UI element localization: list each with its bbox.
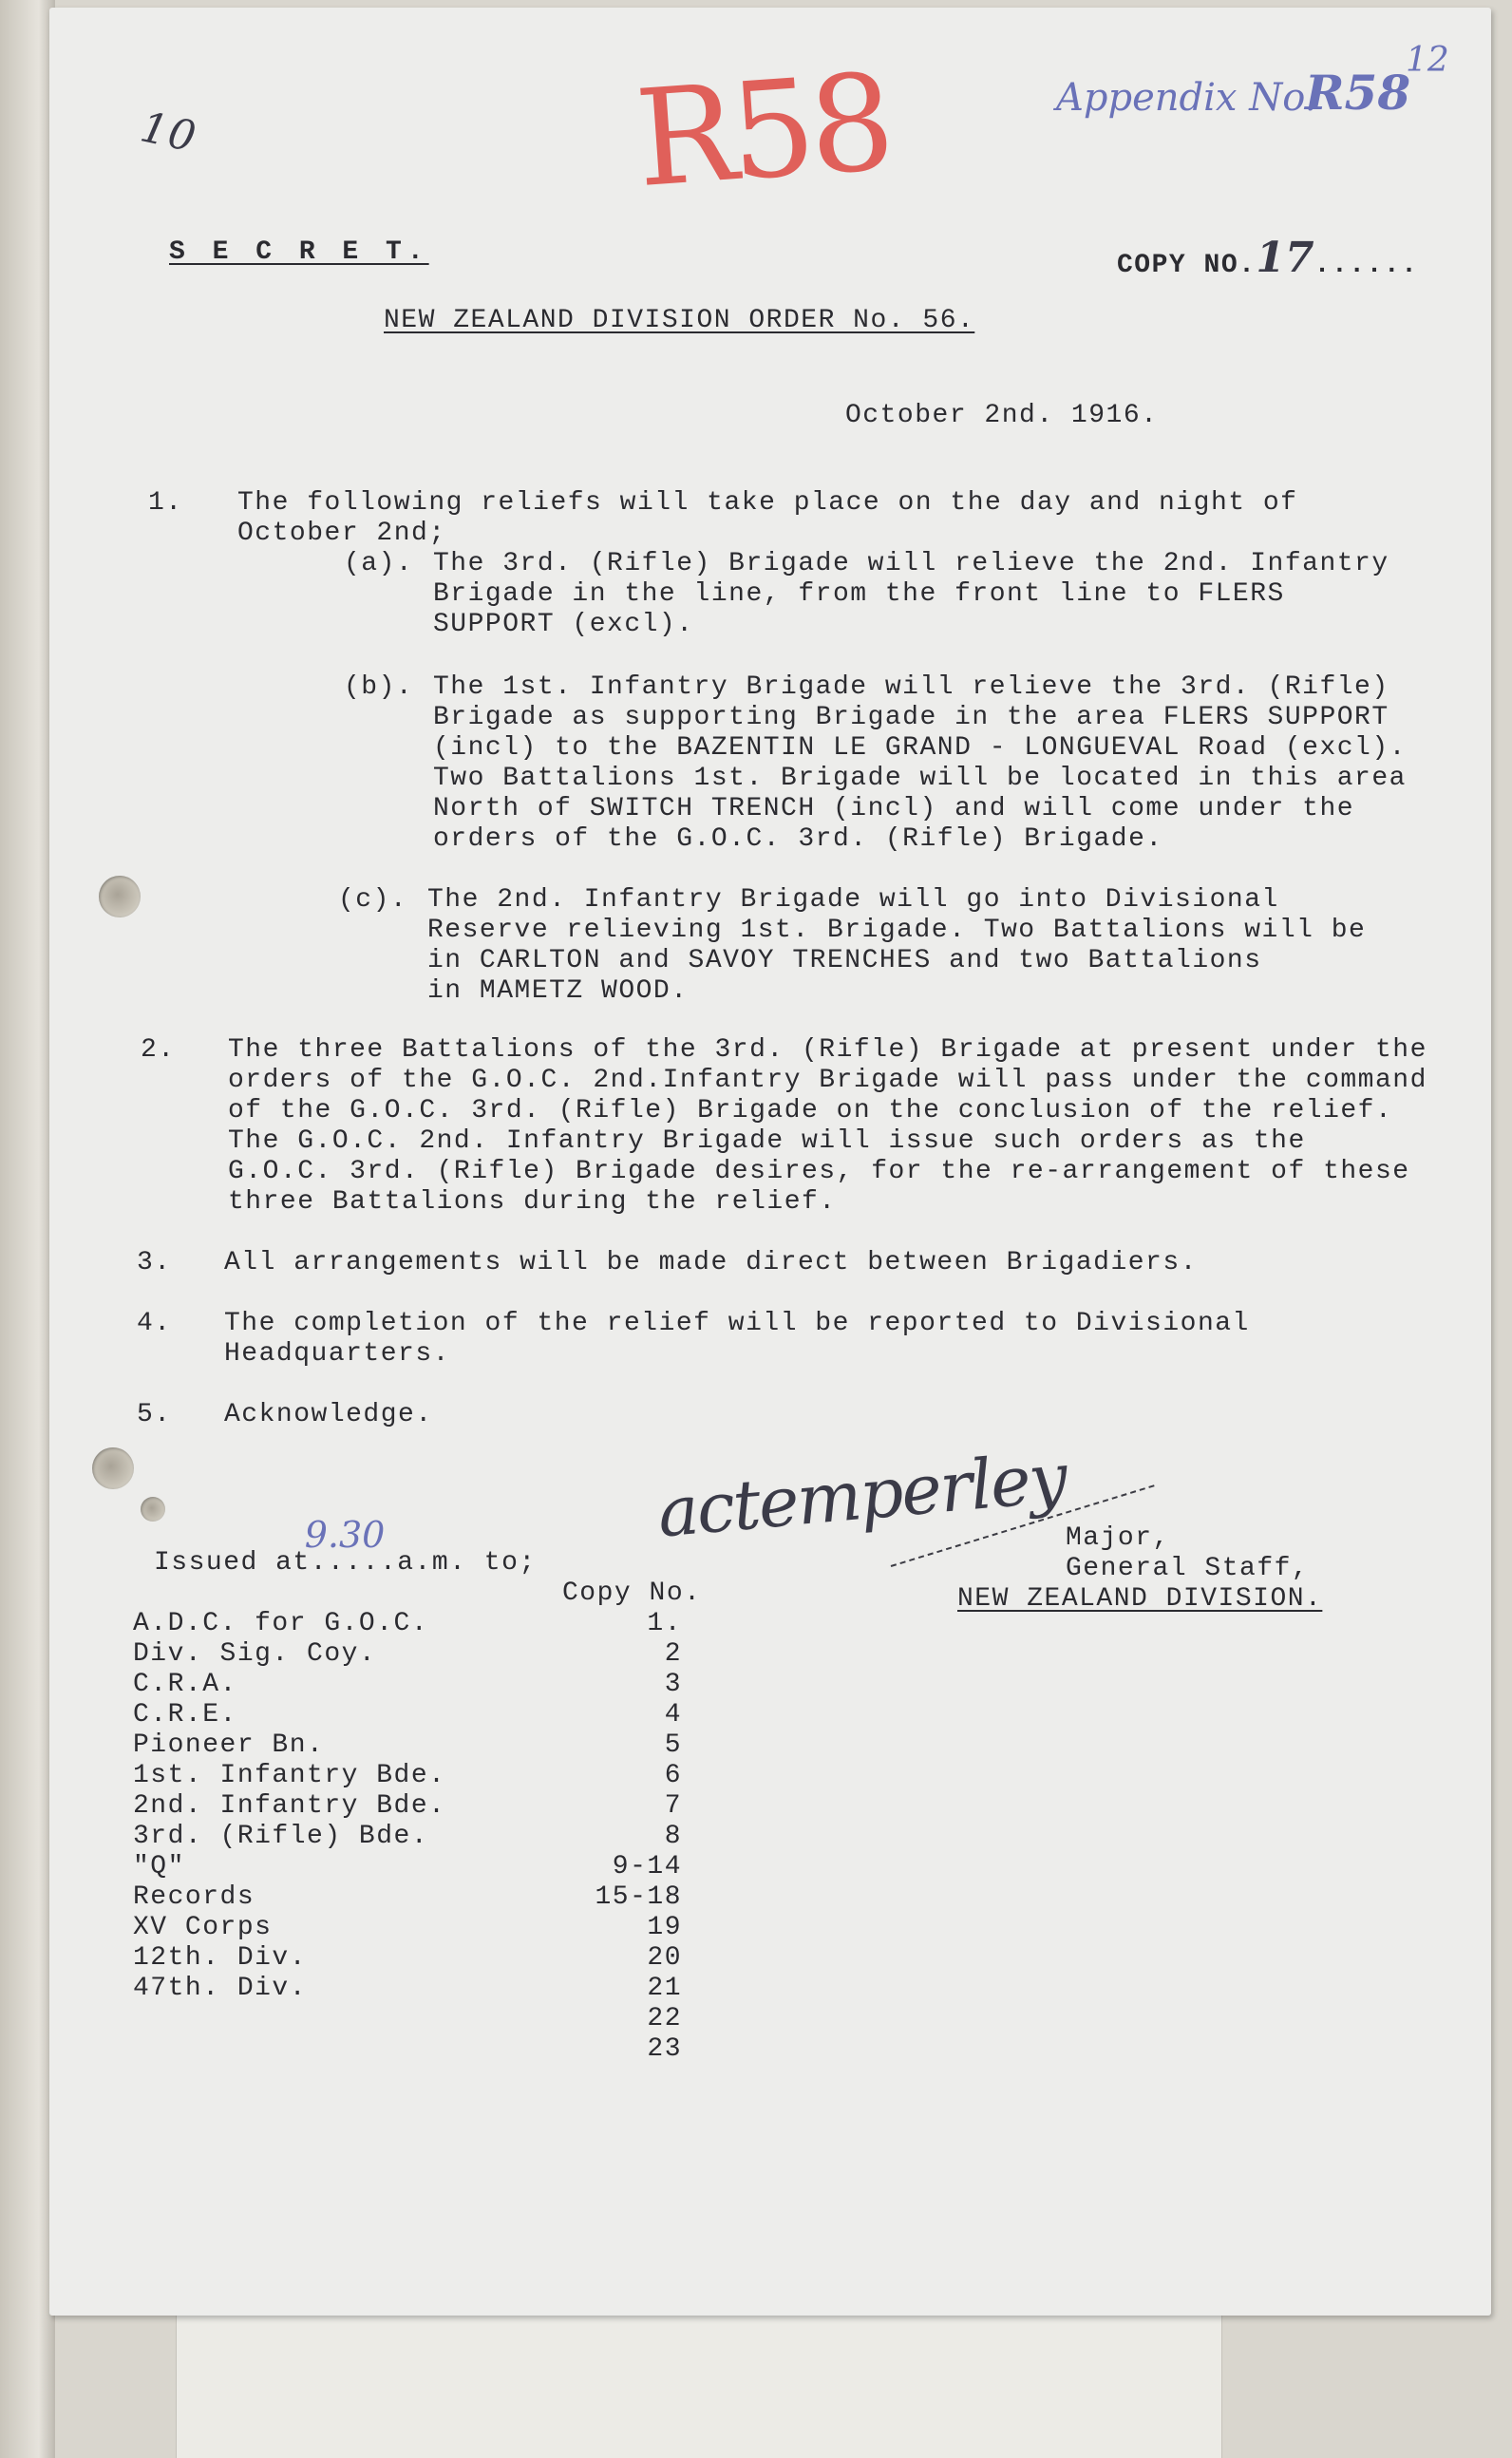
distribution-recipient: Pioneer Bn. <box>133 1730 325 1760</box>
distribution-copy-number: 1. <box>647 1609 682 1638</box>
appendix-label: Appendix No. <box>1056 76 1317 120</box>
paragraph-5-line-1: Acknowledge. <box>224 1400 433 1429</box>
issued-suffix: ....a.m. to; <box>328 1548 537 1578</box>
distribution-copy-number: 2 <box>664 1639 682 1669</box>
subparagraph-b-line-4: Two Battalions 1st. Brigade will be located in this area <box>433 764 1407 793</box>
paragraph-3-line-1: All arrangements will be made direct between Brigadiers. <box>224 1248 1198 1277</box>
order-date: October 2nd. 1916. <box>845 401 1159 430</box>
distribution-copy-number: 22 <box>647 2004 682 2033</box>
distribution-copy-number: 6 <box>664 1761 682 1790</box>
distribution-copy-number: 7 <box>664 1791 682 1821</box>
red-reference-mark: R58 <box>631 45 894 218</box>
copy-no-dots: ...... <box>1314 251 1419 280</box>
subparagraph-c-line-2: Reserve relieving 1st. Brigade. Two Battalions will be <box>427 916 1367 945</box>
page-number: 12 <box>1406 41 1449 80</box>
signatory-rank: Major, <box>1066 1523 1170 1553</box>
subparagraph-b-line-3: (incl) to the BAZENTIN LE GRAND - LONGUEVAL Road (excl). <box>433 733 1407 763</box>
paragraph-2-line-3: of the G.O.C. 3rd. (Rifle) Brigade on the conclusion of the relief. <box>228 1096 1393 1125</box>
copy-no-label: COPY NO. <box>1117 251 1257 280</box>
paragraph-1-line-1: The following reliefs will take place on the day and night of <box>237 488 1298 518</box>
paragraph-2-line-1: The three Battalions of the 3rd. (Rifle) Brigade at present under the <box>228 1035 1427 1065</box>
subparagraph-c-line-4: in MAMETZ WOOD. <box>427 976 689 1006</box>
issued-line <box>154 1514 537 1579</box>
distribution-copy-number: 21 <box>647 1974 682 2003</box>
subparagraph-a-label: (a). <box>344 549 414 578</box>
distribution-recipient: 3rd. (Rifle) Bde. <box>133 1822 429 1851</box>
paragraph-2-line-2: orders of the G.O.C. 2nd.Infantry Brigade will pass under the command <box>228 1066 1427 1095</box>
distribution-copy-number: 3 <box>664 1670 682 1699</box>
issued-prefix: Issued at <box>154 1548 311 1578</box>
subparagraph-b-line-1: The 1st. Infantry Brigade will relieve the 3rd. (Rifle) <box>433 672 1389 702</box>
subparagraph-b-line-6: orders of the G.O.C. 3rd. (Rifle) Brigade. <box>433 824 1163 854</box>
paragraph-1-number: 1. <box>148 488 183 518</box>
copy-number-header: Copy No. <box>562 1579 702 1608</box>
paragraph-1-line-2: October 2nd; <box>237 519 446 548</box>
distribution-copy-number: 15-18 <box>595 1882 682 1912</box>
subparagraph-b-line-2: Brigade as supporting Brigade in the area FLERS SUPPORT <box>433 703 1389 732</box>
distribution-recipient: XV Corps <box>133 1913 273 1942</box>
adjacent-page-edge <box>0 0 55 2458</box>
document-page <box>49 8 1491 2316</box>
paragraph-4-number: 4. <box>137 1309 172 1338</box>
paragraph-2-number: 2. <box>141 1035 176 1065</box>
distribution-recipient: Records <box>133 1882 255 1912</box>
distribution-copy-number: 20 <box>647 1943 682 1973</box>
signatory-division: NEW ZEALAND DIVISION. <box>957 1584 1323 1614</box>
paragraph-4-line-2: Headquarters. <box>224 1339 450 1369</box>
distribution-recipient: 2nd. Infantry Bde. <box>133 1791 446 1821</box>
order-title: NEW ZEALAND DIVISION ORDER No. 56. <box>384 306 975 335</box>
underlying-sheet <box>176 2308 1222 2458</box>
subparagraph-c-label: (c). <box>338 885 408 915</box>
signatory-staff: General Staff, <box>1066 1554 1310 1583</box>
subparagraph-a-line-2: Brigade in the line, from the front line to FLERS <box>433 579 1285 609</box>
punch-hole-upper <box>99 876 141 917</box>
distribution-recipient: C.R.A. <box>133 1670 237 1699</box>
distribution-recipient: A.D.C. for G.O.C. <box>133 1609 429 1638</box>
punch-hole-small <box>141 1497 165 1522</box>
issued-time-slot: . 9.30 <box>304 1514 386 1578</box>
distribution-copy-number: 19 <box>647 1913 682 1942</box>
subparagraph-a-line-1: The 3rd. (Rifle) Brigade will relieve the 2nd. Infantry <box>433 549 1389 578</box>
secret-marking: S E C R E T. <box>169 237 429 267</box>
paragraph-2-line-6: three Battalions during the relief. <box>228 1187 837 1217</box>
distribution-recipient: C.R.E. <box>133 1700 237 1730</box>
corner-number: 10 <box>136 103 201 162</box>
appendix-number: R58 <box>1305 65 1411 121</box>
subparagraph-c-line-3: in CARLTON and SAVOY TRENCHES and two Battalions <box>427 946 1262 975</box>
issued-time-handwritten: 9.30 <box>304 1514 386 1556</box>
distribution-copy-number: 9-14 <box>612 1852 682 1881</box>
distribution-recipient: "Q" <box>133 1852 185 1881</box>
punch-hole-lower <box>92 1447 134 1489</box>
handwritten-signature: actemperley <box>654 1437 1069 1553</box>
paragraph-4-line-1: The completion of the relief will be reported to Divisional <box>224 1309 1250 1338</box>
subparagraph-b-line-5: North of SWITCH TRENCH (incl) and will come under the <box>433 794 1355 823</box>
paragraph-3-number: 3. <box>137 1248 172 1277</box>
paragraph-5-number: 5. <box>137 1400 172 1429</box>
subparagraph-c-line-1: The 2nd. Infantry Brigade will go into Divisional <box>427 885 1279 915</box>
distribution-recipient: 47th. Div. <box>133 1974 308 2003</box>
distribution-recipient: 1st. Infantry Bde. <box>133 1761 446 1790</box>
subparagraph-a-line-3: SUPPORT (excl). <box>433 610 694 639</box>
distribution-recipient: Div. Sig. Coy. <box>133 1639 377 1669</box>
distribution-copy-number: 4 <box>664 1700 682 1730</box>
distribution-copy-number: 8 <box>664 1822 682 1851</box>
copy-no-handwritten: 17 <box>1256 234 1314 282</box>
distribution-copy-number: 23 <box>647 2034 682 2064</box>
copy-number-line <box>1117 234 1419 282</box>
paragraph-2-line-4: The G.O.C. 2nd. Infantry Brigade will issue such orders as the <box>228 1126 1306 1156</box>
distribution-recipients <box>133 1609 445 2004</box>
subparagraph-b-label: (b). <box>344 672 414 702</box>
distribution-copy-numbers <box>543 1609 682 2065</box>
distribution-recipient: 12th. Div. <box>133 1943 308 1973</box>
paragraph-2-line-5: G.O.C. 3rd. (Rifle) Brigade desires, for the re-arrangement of these <box>228 1157 1410 1186</box>
distribution-copy-number: 5 <box>664 1730 682 1760</box>
